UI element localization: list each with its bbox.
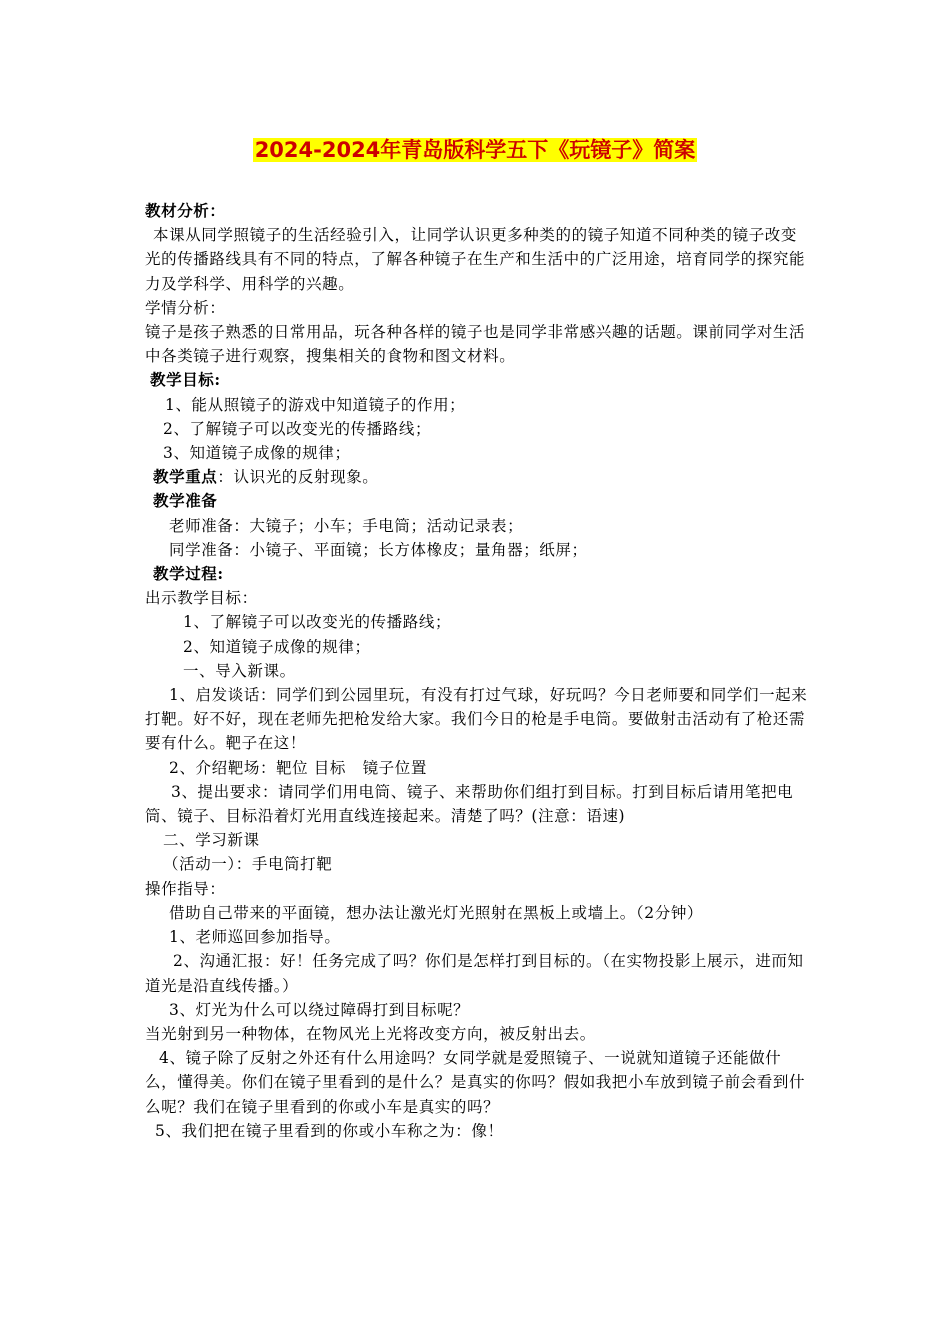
step-learn-heading: 二、学习新课 <box>163 831 260 850</box>
operation-guide-label: 操作指导： <box>145 879 226 898</box>
show-goals-line: 出示教学目标： <box>145 589 258 608</box>
goal-item-2: 2、了解镜子可以改变光的传播路线； <box>163 419 432 438</box>
goal-item-1: 1、能从照镜子的游戏中知道镜子的作用； <box>165 395 466 414</box>
step-intro-heading: 一、导入新课。 <box>183 661 296 680</box>
operation-guide-text: 借助自己带来的平面镜，想办法让激光灯光照射在黑板上或墙上。（2分钟） <box>169 903 704 922</box>
key-point-text: ：认识光的反射现象。 <box>217 468 379 487</box>
key-point-line <box>145 465 811 489</box>
activity-one-heading: （活动一）：手电筒打靶 <box>163 855 333 874</box>
students-paragraph: 镜子是孩子熟悉的日常用品，玩各种各样的镜子也是同学非常感兴趣的话题。课前同学对生活中各类镜子进行观察，搜集相关的食物和图文材料。 <box>145 323 806 366</box>
shown-goal-1: 1、了解镜子可以改变光的传播路线； <box>183 613 452 632</box>
learn-step-4: 4、镜子除了反射之外还有什么用途吗？女同学就是爱照镜子、一说就知道镜子还能做什么，懂得美。你们在镜子里看到的是什么？是真实的你吗？假如我把小车放到镜子前会看到什么呢？我们在镜子里看到的你或小车是真实的吗？ <box>145 1049 806 1116</box>
reflection-explanation: 当光射到另一种物体，在物风光上光将改变方向，被反射出去。 <box>145 1024 596 1043</box>
materials-paragraph: 本课从同学照镜子的生活经验引入，让同学认识更多种类的的镜子知道不同种类的镜子改变光的传播路线具有不同的特点，了解各种镜子在生产和生活中的广泛用途，培育同学的探究能力及学科学、用科学的兴趣。 <box>145 226 806 293</box>
key-point-label: 教学重点 <box>153 467 218 487</box>
shown-goal-2: 2、知道镜子成像的规律； <box>183 637 371 656</box>
section-heading-process: 教学过程: <box>153 564 224 584</box>
section-heading-preparation: 教学准备 <box>153 491 218 511</box>
student-preparation: 同学准备：小镜子、平面镜；长方体橡皮；量角器；纸屏； <box>169 540 588 559</box>
section-heading-goals: 教学目标: <box>150 370 221 390</box>
learn-step-1: 1、老师巡回参加指导。 <box>169 928 341 947</box>
intro-step-1: 1、启发谈话：同学们到公园里玩，有没有打过气球，好玩吗？今日老师要和同学们一起来打靶。好不好，现在老师先把枪发给大家。我们今日的枪是手电筒。要做射击活动有了枪还需要有什么。靶子在这！ <box>145 686 808 753</box>
teacher-preparation: 老师准备：大镜子；小车；手电筒；活动记录表； <box>169 516 524 535</box>
document-title <box>0 133 950 167</box>
section-heading-materials: 教材分析： <box>145 201 226 220</box>
goal-item-3: 3、知道镜子成像的规律； <box>163 444 351 463</box>
intro-step-2: 2、介绍靶场：靶位 目标 镜子位置 <box>169 758 427 777</box>
intro-step-3: 3、提出要求：请同学们用电筒、镜子、来帮助你们组打到目标。打到目标后请用笔把电筒、镜子、目标沿着灯光用直线连接起来。清楚了吗？(注意：语速) <box>145 782 794 826</box>
learn-step-5: 5、我们把在镜子里看到的你或小车称之为：像！ <box>155 1121 504 1140</box>
document-body <box>145 199 811 1143</box>
document-title-text: 2024-2024年青岛版科学五下《玩镜子》简案 <box>254 138 696 162</box>
section-heading-students: 学情分析： <box>145 298 226 317</box>
learn-step-3: 3、灯光为什么可以绕过障碍打到目标呢？ <box>169 1000 470 1019</box>
learn-step-2: 2、沟通汇报：好！任务完成了吗？你们是怎样打到目标的。（在实物投影上展示，进而知道光是沿直线传播。） <box>145 952 804 995</box>
